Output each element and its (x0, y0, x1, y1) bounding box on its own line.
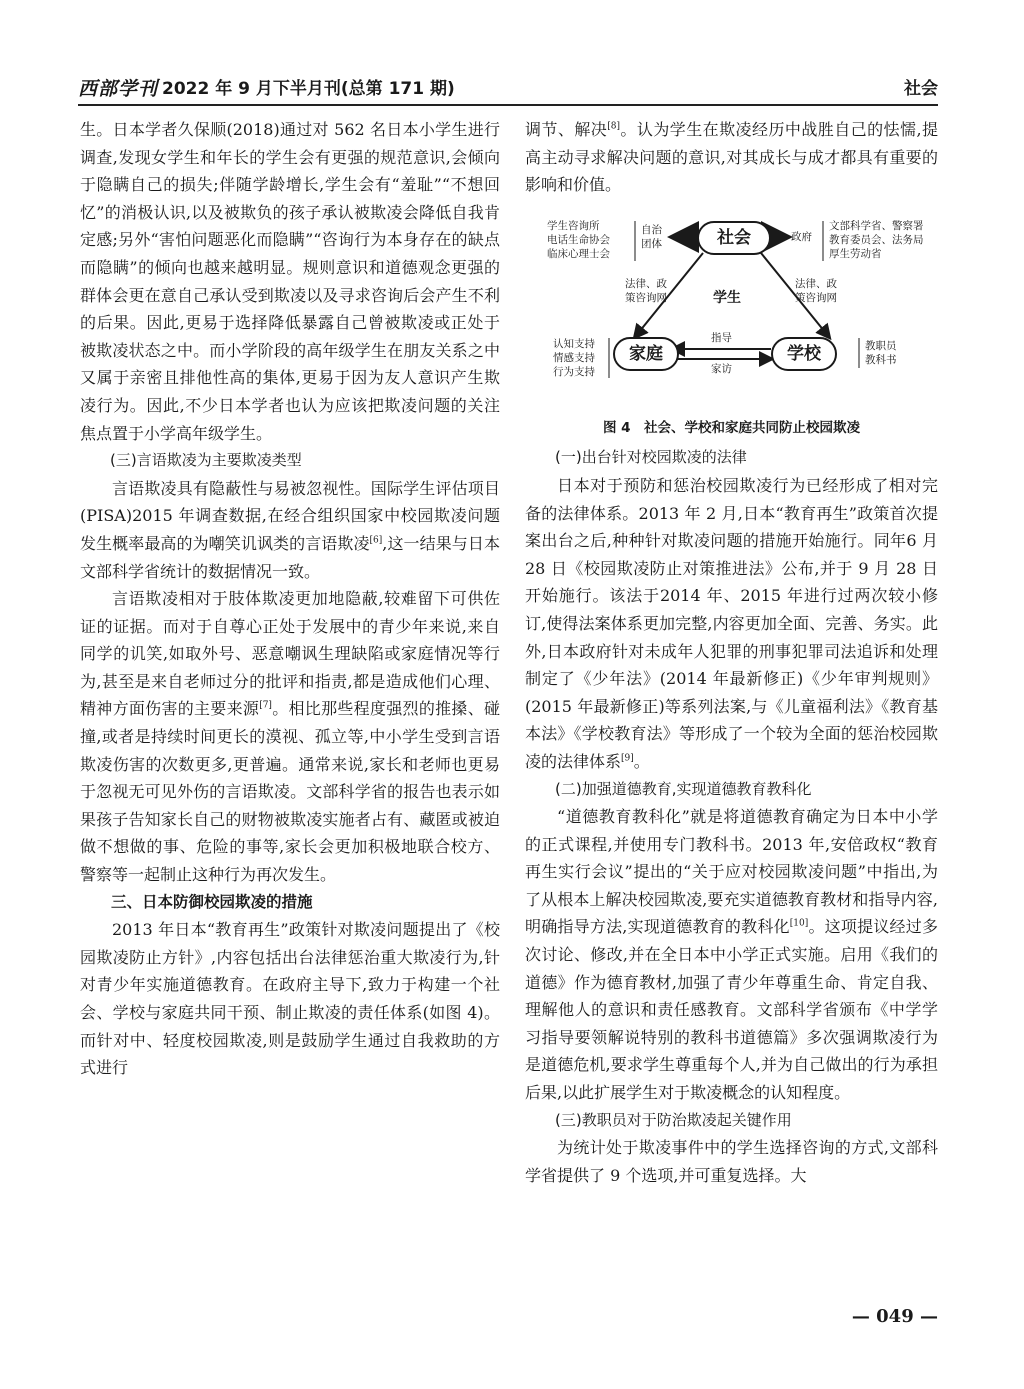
support-line: 认知支持 (553, 337, 595, 350)
home-visit-label: 家访 (711, 362, 732, 375)
paragraph-text: 日本对于预防和惩治校园欺凌行为已经形成了相对完备的法律体系。2013 年 2 月,日本“教育再生”政策首次提案出台之后,种种针对欺凌问题的措施开始施行。同年6 月28 日《校园欺凌防止对策推进法》公布,并于 9 月 28 日开始施行。该法于2014 年、2015 年进行过两次较小修订,使得法案体系更加完整,内容更加全面、完善、务实。此外,日本政府针对未成年人犯罪的刑事犯罪司法追诉和处理制定了《少年法》(2014 年最新修正)《少年审判规则》(2015 年最新修正)等系列法案,与《儿童福利法》《教育基本法》《学校教育法》等形成了一个较为全面的惩治校园欺凌的法律体系 (525, 475, 938, 771)
org-line: 文部科学省、警察署 (829, 219, 924, 232)
right-column (525, 116, 938, 1189)
figure-caption: 图 4 社会、学校和家庭共同防止校园欺凌 (602, 419, 861, 436)
node-school: 学校 (771, 337, 837, 371)
paragraph-text: ,这一结果与日本文部科学省统计的数据情况一致。 (80, 533, 500, 581)
citation: [9] (621, 753, 634, 764)
paragraph: 为统计处于欺凌事件中的学生选择咨询的方式,文部科学省提供了 9 个选项,并可重复选择。大 (525, 1138, 938, 1185)
issue-info: 2022 年 9 月下半月刊(总第 171 期) (162, 79, 455, 99)
section-heading: 三、日本防御校园欺凌的措施 (111, 892, 313, 911)
paragraph-text: 言语欺凌具有隐蔽性与易被忽视性。国际学生评估项目(PISA)2015 年调查数据,在经合组织国家中校园欺凌问题发生概率最高的为嘲笑讥讽类的言语欺凌 (80, 478, 500, 553)
staff-line: 教科书 (865, 353, 897, 366)
paragraph-text: 调节、解决 (525, 120, 608, 139)
law-line: 法律、政 (625, 277, 667, 290)
org-line: 教育委员会、法务局 (829, 233, 924, 246)
paragraph (80, 585, 500, 889)
paragraph: 2013 年日本“教育再生”政策针对欺凌问题提出了《校园欺凌防止方针》,内容包括出台法律惩治重大欺凌行为,针对青少年实施道德教育。在政府主导下,致力于构建一个社会、学校与家庭共同干预、制止欺凌的责任体系(如图 4)。而针对中、轻度校园欺凌,则是鼓励学生通过自我救助的方式进行 (80, 920, 500, 1078)
law-line: 策咨询网 (795, 291, 837, 304)
section-name: 社会 (904, 79, 938, 99)
paragraph (525, 472, 938, 776)
figure-4-diagram (525, 213, 938, 413)
staff-line: 教职员 (865, 339, 897, 352)
left-orgs (547, 219, 610, 261)
paragraph (80, 475, 500, 585)
support-line: 行为支持 (553, 365, 595, 378)
paragraph-text: 。 (633, 751, 650, 771)
paragraph-text: 。这项提议经过多次讨论、修改,并在全日本中小学正式实施。启用《我们的道德》作为德育教材,加强了青少年尊重生命、肯定自我、理解他人的意识和责任感教育。文部科学省颁布《中学学习指导要领解说特别的教科书道德篇》多次强调欺凌行为是道德危机,要求学生尊重每个人,并为自己做出的行为承担后果,以此扩展学生对于欺凌概念的认知程度。 (525, 917, 938, 1103)
node-society: 社会 (697, 221, 771, 255)
self-gov-line: 自治 (641, 223, 662, 236)
org-line: 学生咨询所 (547, 219, 600, 232)
left-column (80, 116, 500, 1082)
self-government (641, 223, 662, 251)
subsection-heading: (一)出台针对校园欺凌的法律 (555, 448, 747, 467)
subsection-heading: (三)言语欺凌为主要欺凌类型 (110, 451, 302, 470)
citation: [8] (607, 121, 620, 132)
family-support (553, 337, 595, 379)
paragraph (525, 116, 938, 199)
law-left (625, 277, 667, 305)
law-line: 法律、政 (795, 277, 837, 290)
support-line: 情感支持 (553, 351, 595, 364)
paragraph-text: “道德教育教科化”就是将道德教育确定为日本中小学的正式课程,并使用专门教科书。2013 年,安倍政权“教育再生实行会议”提出的“关于应对校园欺凌问题”中指出,为了从根本上解决校园欺凌,要充实道德教育教材和指导内容,明确指导方法,实现道德教育的教科化 (525, 807, 938, 937)
paragraph-text: 。相比那些程度强烈的推搡、碰撞,或者是持续时间更长的漠视、孤立等,中小学生受到言语欺凌伤害的次数更多,更普遍。通常来说,家长和老师也更易于忽视无可见外伤的言语欺凌。文部科学省的报告也表示如果孩子告知家长自己的财物被欺凌实施者占有、藏匿或被迫做不想做的事、危险的事等,家长会更加积极地联合校方、警察等一起制止这种行为再次发生。 (80, 699, 500, 885)
right-orgs (829, 219, 924, 261)
student-label: 学生 (713, 289, 741, 306)
citation: [10] (789, 919, 809, 930)
page-header (78, 70, 938, 106)
org-line: 临床心理士会 (547, 247, 610, 260)
journal-logo: 西部学刊 (78, 78, 159, 100)
subsection-heading: (二)加强道德教育,实现道德教育教科化 (555, 779, 812, 798)
org-line: 电话生命协会 (547, 233, 610, 246)
paragraph: 生。日本学者久保顺(2018)通过对 562 名日本小学生进行调查,发现女学生和年长的学生会有更强的规范意识,会倾向于隐瞒自己的损失;伴随学龄增长,学生会有“羞耻”“不想回忆”的消极认识,以及被欺负的孩子承认被欺凌会降低自我肯定感;另外“害怕问题恶化而隐瞒”“咨询行为本身存在的缺点而隐瞒”的倾向也越来越明显。规则意识和道德观念更强的群体会更在意自己承认受到欺凌以及寻求咨询后会产生不利的后果。因此,更易于选择降低暴露自己曾被欺凌或正处于被欺凌状态之中。而小学阶段的高年级学生在朋友关系之中又属于亲密且排他性高的集体,更易于因为友人意识产生欺凌行为。因此,不少日本学者也认为应该把欺凌问题的关注焦点置于小学高年级学生。 (80, 120, 500, 443)
subsection-heading: (三)教职员对于防治欺凌起关键作用 (555, 1110, 792, 1129)
citation: [6] (369, 535, 383, 546)
paragraph-text: 。认为学生在欺凌经历中战胜自己的怯懦,提高主动寻求解决问题的意识,对其成长与成才都具有重要的影响和价值。 (525, 120, 938, 195)
page-number: — 049 — (851, 1306, 938, 1327)
guidance-label: 指导 (711, 331, 732, 344)
citation: [7] (259, 701, 272, 712)
government-label: 政府 (791, 230, 812, 243)
org-line: 厚生劳动省 (829, 247, 882, 260)
law-line: 策咨询网 (625, 291, 667, 304)
school-staff (865, 339, 897, 367)
law-right (795, 277, 837, 305)
self-gov-line: 团体 (641, 237, 662, 250)
paragraph-text: 言语欺凌相对于肢体欺凌更加地隐蔽,较难留下可供佐证的证据。而对于自尊心正处于发展中的青少年来说,来自同学的讥笑,如取外号、恶意嘲讽生理缺陷或家庭情况等行为,甚至是来自老师过分的批评和指责,都是造成他们心理、精神方面伤害的主要来源 (80, 589, 500, 719)
node-family: 家庭 (613, 337, 679, 371)
paragraph (525, 803, 938, 1107)
